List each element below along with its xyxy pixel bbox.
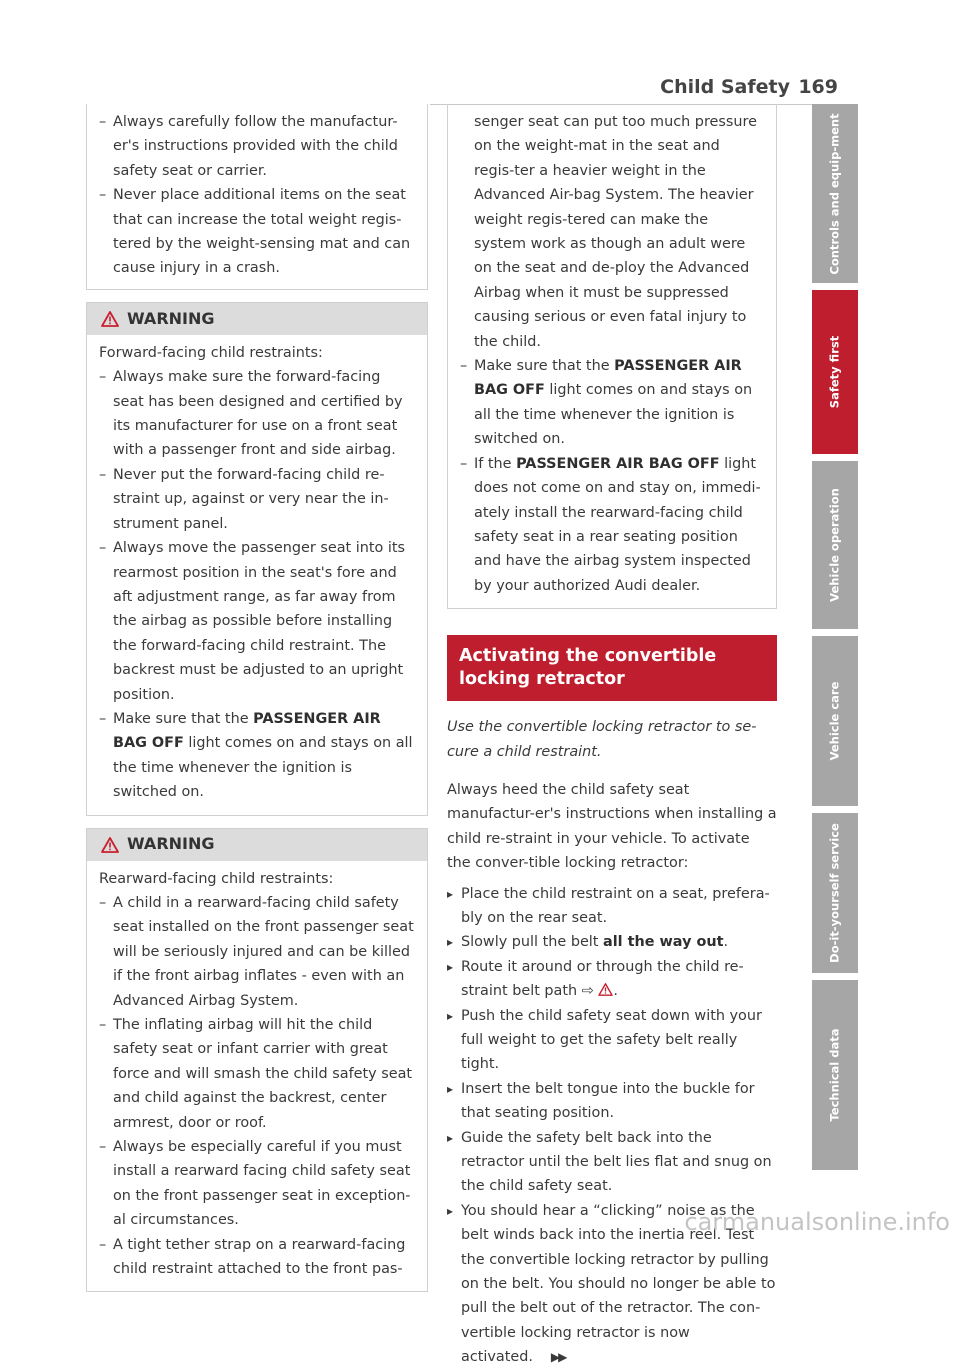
warning-body (87, 335, 427, 815)
right-column (447, 104, 777, 1370)
tab-label: Vehicle operation (827, 488, 842, 602)
text-run: light comes on and stays on all the time whenever the ignition is switched on. (474, 382, 753, 448)
continued-list (460, 354, 764, 598)
continued-warning-box (447, 104, 777, 609)
tab-label: Do-it-yourself service (827, 823, 842, 963)
warning-header (87, 829, 427, 861)
header-title: Child Safety (660, 76, 790, 98)
continued-text: senger seat can put too much pressure on the weight-mat in the seat and regis-ter a heavier weight in the Advanced Air-bag System. The heavier weight regis-tered can make the system work as though an adult were on the seat and de-ploy the Advanced Airbag when it must be suppressed causing serious or even fatal injury to the child. (474, 114, 757, 350)
section-paragraph: Always heed the child safety seat manufactur-er's instructions when installing a child re-straint in your vehicle. To activate the conver-tible locking retractor: (447, 781, 777, 872)
bold-text: all the way out (603, 934, 724, 951)
step-item: ▸ Route it around or through the child re-straint belt path ⇨ . (447, 955, 777, 1004)
warning-rearward-facing (86, 828, 428, 1293)
list-item (460, 452, 764, 598)
bold-text: PASSENGER AIR BAG OFF (474, 358, 742, 399)
text-run: . (723, 934, 729, 951)
tab-label: Safety first (827, 335, 842, 409)
warning-triangle-icon (101, 837, 119, 853)
text-run: light does not come on and stay on, immedi-ately install the rearward-facing child safety seat in a rear seating position and have the airbag system inspected by your authorized Audi dealer. (474, 455, 761, 594)
list-item: – A tight tether strap on a rearward-facing child restraint attached to the front pas- (99, 1233, 415, 1282)
warning-triangle-icon (101, 311, 119, 327)
list-item: – Always carefully follow the manufactur-er's instructions provided with the child safety seat or carrier. (99, 110, 415, 183)
text-run: Route it around or through the child re-straint belt path ⇨ (461, 958, 744, 1000)
list-item: – Always make sure the forward-facing seat has been designed and certified by its manufacturer for use on a front seat with a passenger front and side airbag. (99, 365, 415, 463)
warning-list (99, 365, 415, 804)
section-intro: Use the convertible locking retractor to se-cure a child restraint. (447, 719, 757, 760)
text-run: You should hear a “clicking” noise as the belt winds back into the inertia reel. Test the convertible locking retractor by pulling on the belt. You should no longer be able to pull the belt out of the retractor. The con-vertible locking retractor is now activated. (461, 1202, 776, 1366)
text-run: Slowly pull the belt (461, 934, 604, 951)
tab-do-it-yourself-service[interactable] (812, 813, 858, 973)
watermark: carmanualsonline.info (684, 1208, 950, 1236)
tab-safety-first[interactable] (812, 290, 858, 454)
list-item: – Never put the forward-facing child re-straint up, against or very near the in-strument panel. (99, 463, 415, 536)
list-item: – The inflating airbag will hit the child safety seat or infant carrier with great force and will smash the child safety seat and child against the backrest, center armrest, door or roof. (99, 1013, 415, 1135)
list-item (99, 707, 415, 805)
step-item: ▸ Push the child safety seat down with your full weight to get the safety belt really tight. (447, 1004, 777, 1077)
step-item: ▸ Guide the safety belt back into the retractor until the belt lies flat and snug on the child safety seat. (447, 1126, 777, 1199)
warning-title: WARNING (127, 834, 215, 854)
step-item: ▸ Insert the belt tongue into the buckle for that seating position. (447, 1077, 777, 1126)
step-list (447, 882, 777, 1370)
tab-label: Technical data (827, 1028, 842, 1122)
text-run: Make sure that the (113, 710, 254, 727)
page-number: 169 (798, 76, 838, 98)
bold-text: PASSENGER AIR BAG OFF (113, 710, 381, 752)
text-run: If the (474, 455, 517, 472)
list-item: – Always move the passenger seat into its rearmost position in the seat's fore and aft adjustment range, as far away from the airbag as possible before installing the forward-facing child restraint. The backrest must be adjusted to an upright position. (99, 536, 415, 707)
warning-ref-icon[interactable] (598, 983, 613, 996)
step-item (447, 930, 777, 954)
continued-warning-box (86, 104, 428, 290)
tab-vehicle-operation[interactable] (812, 461, 858, 629)
tab-technical-data[interactable] (812, 980, 858, 1170)
section-heading: Activating the convertible locking retractor (447, 635, 777, 701)
text-run: Make sure that the (474, 358, 615, 375)
left-column (86, 104, 428, 1292)
tab-vehicle-care[interactable] (812, 636, 858, 806)
list-item (460, 354, 764, 452)
list-item: – A child in a rearward-facing child safety seat installed on the front passenger seat will be seriously injured and can be killed if the front airbag inflates - even with an Advanced Airbag System. (99, 891, 415, 1013)
warning-intro: Forward-facing child restraints: (99, 344, 323, 361)
tab-label: Vehicle care (827, 681, 842, 761)
list-item: – Never place additional items on the seat that can increase the total weight regis-tered by the weight-sensing mat and can cause injury in a crash. (99, 183, 415, 281)
tab-controls-and-equipment[interactable] (812, 104, 858, 283)
bold-text: PASSENGER AIR BAG OFF (516, 455, 720, 472)
warning-intro: Rearward-facing child restraints: (99, 870, 334, 887)
continued-list (99, 110, 415, 281)
warning-title: WARNING (127, 308, 215, 328)
continue-arrow-icon: ▶▶ (550, 1350, 566, 1365)
list-item: – Always be especially careful if you must install a rearward facing child safety seat on the front passenger seat in exception-al circumstances. (99, 1135, 415, 1233)
text-run: light comes on and stays on all the time whenever the ignition is switched on. (113, 735, 413, 801)
step-item: ▸ Place the child restraint on a seat, prefera-bly on the rear seat. (447, 882, 777, 931)
warning-list (99, 891, 415, 1282)
chapter-tabs (812, 104, 858, 1177)
tab-label: Controls and equip-ment (827, 112, 842, 275)
warning-body (87, 861, 427, 1292)
warning-header (87, 303, 427, 335)
warning-forward-facing (86, 302, 428, 816)
